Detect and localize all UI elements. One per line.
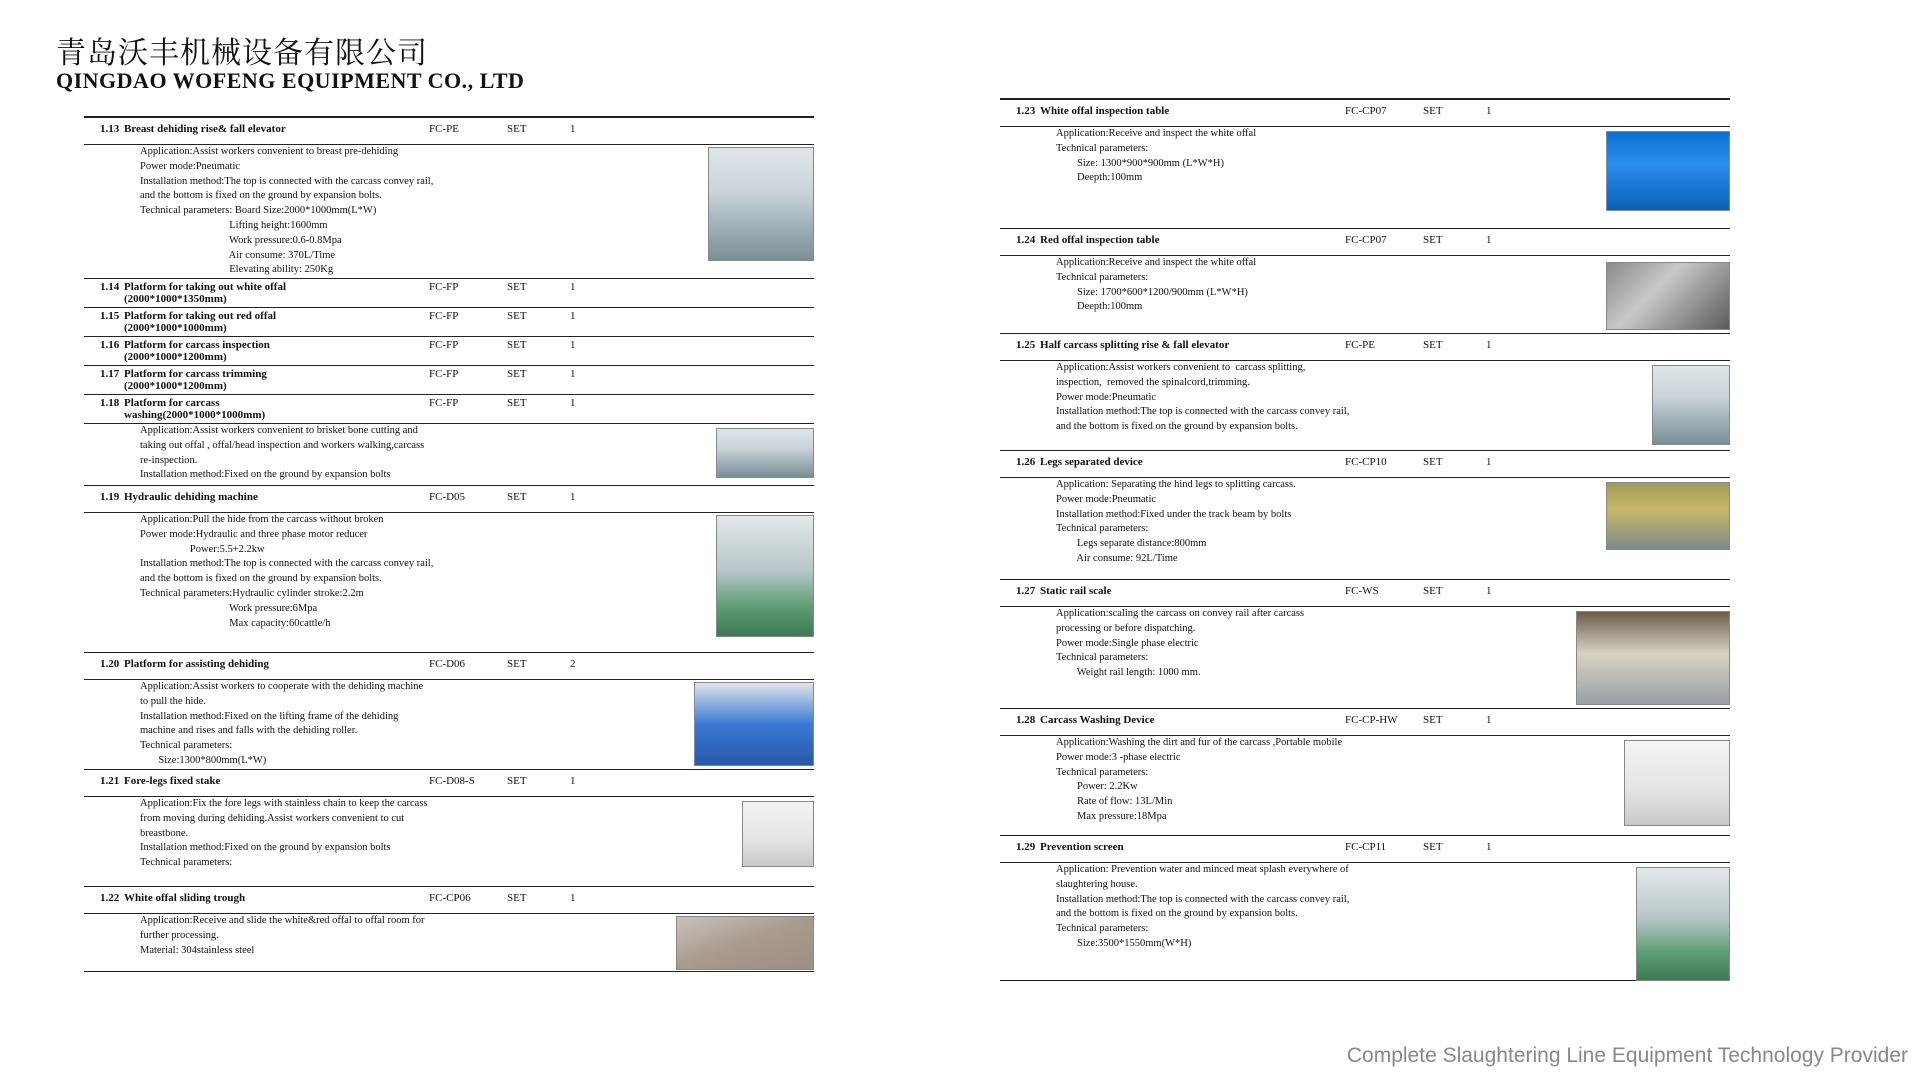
description-line: Work pressure:0.6-0.8Mpa <box>140 234 342 246</box>
item-code: FC-PE <box>429 123 459 135</box>
equipment-row-1-26 <box>1000 451 1730 478</box>
equipment-row-1-20 <box>84 653 814 680</box>
equipment-photo <box>1624 740 1730 826</box>
item-code: FC-D06 <box>429 658 466 670</box>
item-number: 1.28 <box>1016 714 1036 726</box>
equipment-row-1-27 <box>1000 580 1730 607</box>
item-description <box>1000 478 1730 580</box>
description-line: from moving during dehiding.Assist workers convenient to cut <box>140 812 405 824</box>
item-name-line: White offal sliding trough <box>124 892 246 904</box>
description-line: Technical parameters: <box>1056 766 1149 778</box>
description-line: Technical parameters: <box>1056 271 1149 283</box>
equipment-row-1-17 <box>84 366 814 395</box>
equipment-row-1-28 <box>1000 709 1730 736</box>
description-line: Application:Assist workers convenient to breast pre-dehiding <box>140 146 399 157</box>
item-code: FC-WS <box>1345 585 1379 597</box>
item-code: FC-CP11 <box>1345 841 1387 853</box>
item-name-line: (2000*1000*1000mm) <box>124 322 227 334</box>
item-name <box>124 491 429 503</box>
item-quantity: 1 <box>1486 339 1492 351</box>
description-line: Size:1300*800mm(L*W) <box>140 754 267 766</box>
description-line: Installation method:Fixed under the track beam by bolts <box>1056 508 1292 520</box>
description-line: Technical parameters:Hydraulic cylinder stroke:2.2m <box>140 587 364 599</box>
item-name-line: Half carcass splitting rise & fall elevator <box>1040 339 1230 351</box>
item-name-line: Platform for assisting dehiding <box>124 658 269 670</box>
item-code: FC-FP <box>429 339 459 351</box>
item-name <box>124 892 429 904</box>
equipment-row-1-25 <box>1000 334 1730 361</box>
item-number: 1.13 <box>100 123 120 135</box>
equipment-photo <box>716 515 814 637</box>
item-name <box>124 658 429 670</box>
item-quantity: 1 <box>1486 585 1492 597</box>
description-line: Size:3500*1550mm(W*H) <box>1056 937 1192 949</box>
item-description <box>84 145 814 279</box>
item-description <box>1000 127 1730 229</box>
item-number: 1.15 <box>100 310 120 322</box>
item-number: 1.24 <box>1016 234 1036 246</box>
item-quantity: 1 <box>570 339 576 351</box>
item-unit: SET <box>1423 339 1443 351</box>
equipment-photo <box>1652 365 1730 445</box>
description-line: Installation method:The top is connected with the carcass convey rail, <box>1056 406 1350 418</box>
description-line: Technical parameters: Board Size:2000*1000mm(L*W) <box>140 205 377 217</box>
description-line: re-inspection. <box>140 454 198 466</box>
item-code: FC-CP10 <box>1345 456 1387 468</box>
equipment-photo <box>1606 131 1730 211</box>
description-line: and the bottom is fixed on the ground by expansion bolts. <box>1056 421 1298 433</box>
equipment-row-1-18 <box>84 395 814 424</box>
item-unit: SET <box>507 658 527 670</box>
description-line: slaughtering house. <box>1056 878 1138 890</box>
item-name <box>1040 841 1345 853</box>
item-code: FC-CP07 <box>1345 105 1387 117</box>
description-line: Deepth:100mm <box>1056 301 1143 313</box>
item-quantity: 1 <box>570 397 576 409</box>
item-name <box>124 397 429 421</box>
description-line: Air consume: 92L/Time <box>1056 552 1178 564</box>
description-line: Installation method:Fixed on the ground by expansion bolts <box>140 842 391 854</box>
description-line: Deepth:100mm <box>1056 172 1143 184</box>
description-line: Technical parameters: <box>1056 142 1149 154</box>
item-unit: SET <box>507 397 527 409</box>
item-unit: SET <box>1423 714 1443 726</box>
description-line: further processing. <box>140 929 219 941</box>
item-quantity: 2 <box>570 658 576 670</box>
description-line: Size: 1300*900*900mm (L*W*H) <box>1056 157 1224 169</box>
equipment-photo <box>1636 867 1730 981</box>
equipment-photo <box>694 682 814 766</box>
item-quantity: 1 <box>1486 714 1492 726</box>
item-number: 1.29 <box>1016 841 1036 853</box>
description-line: Application:scaling the carcass on convey rail after carcass <box>1056 608 1305 619</box>
description-line: Rate of flow: 13L/Min <box>1056 796 1173 808</box>
item-description <box>84 424 814 486</box>
description-line: Application: Separating the hind legs to splitting carcass. <box>1056 479 1296 490</box>
item-unit: SET <box>507 491 527 503</box>
equipment-photo <box>716 428 814 478</box>
item-number: 1.22 <box>100 892 120 904</box>
item-description <box>1000 361 1730 451</box>
item-name-line: White offal inspection table <box>1040 105 1170 117</box>
item-code: FC-FP <box>429 281 459 293</box>
item-number: 1.20 <box>100 658 120 670</box>
item-quantity: 1 <box>1486 841 1492 853</box>
item-quantity: 1 <box>570 123 576 135</box>
description-line: Power mode:Pneumatic <box>1056 493 1157 505</box>
item-number: 1.16 <box>100 339 120 351</box>
item-code: FC-FP <box>429 310 459 322</box>
item-description <box>1000 256 1730 334</box>
equipment-row-1-16 <box>84 337 814 366</box>
item-name-line: Prevention screen <box>1040 841 1124 853</box>
description-line: Max pressure:18Mpa <box>1056 810 1167 822</box>
equipment-row-1-15 <box>84 308 814 337</box>
item-unit: SET <box>507 339 527 351</box>
item-code: FC-CP07 <box>1345 234 1387 246</box>
left-equipment-table <box>84 116 814 972</box>
item-name <box>124 123 429 135</box>
item-unit: SET <box>507 892 527 904</box>
footer-tagline: Complete Slaughtering Line Equipment Technology Provider <box>1346 1044 1908 1067</box>
item-code: FC-D05 <box>429 491 466 503</box>
description-line: Power mode:Single phase electric <box>1056 637 1199 649</box>
item-description <box>1000 736 1730 836</box>
item-number: 1.19 <box>100 491 120 503</box>
item-code: FC-D08-S <box>429 775 475 787</box>
item-code: FC-CP-HW <box>1345 714 1398 726</box>
description-line: Application:Receive and inspect the white offal <box>1056 128 1257 139</box>
item-name <box>124 310 429 334</box>
description-line: Installation method:Fixed on the lifting frame of the dehiding <box>140 710 399 722</box>
item-name <box>124 339 429 363</box>
description-line: Technical parameters: <box>1056 652 1149 664</box>
item-name <box>1040 339 1345 351</box>
item-name-line: Platform for taking out red offal <box>124 310 277 322</box>
equipment-row-1-21 <box>84 770 814 797</box>
item-name <box>1040 714 1345 726</box>
item-number: 1.27 <box>1016 585 1036 597</box>
description-line: Legs separate distance:800mm <box>1056 538 1207 550</box>
description-line: and the bottom is fixed on the ground by expansion bolts. <box>140 573 382 585</box>
item-name-line: Platform for carcass trimming <box>124 368 267 380</box>
description-line: Installation method:Fixed on the ground by expansion bolts <box>140 469 391 481</box>
description-line: Power: 2.2Kw <box>1056 781 1138 793</box>
item-quantity: 1 <box>1486 456 1492 468</box>
item-unit: SET <box>507 775 527 787</box>
item-number: 1.25 <box>1016 339 1036 351</box>
item-name-line: Carcass Washing Device <box>1040 714 1155 726</box>
item-name-line: Hydraulic dehiding machine <box>124 491 258 503</box>
description-line: Application:Receive and slide the white&red offal to offal room for <box>140 915 425 926</box>
description-line: Technical parameters: <box>140 857 233 869</box>
item-name <box>1040 105 1345 117</box>
description-line: Elevating ability: 250Kg <box>140 264 334 276</box>
item-quantity: 1 <box>570 775 576 787</box>
item-name-line: Static rail scale <box>1040 585 1112 597</box>
equipment-photo <box>1606 262 1730 330</box>
description-line: breastbone. <box>140 827 189 839</box>
item-name-line: Fore-legs fixed stake <box>124 775 221 787</box>
item-description <box>84 797 814 887</box>
item-number: 1.21 <box>100 775 120 787</box>
item-number: 1.14 <box>100 281 120 293</box>
item-quantity: 1 <box>570 491 576 503</box>
item-description <box>1000 863 1730 981</box>
description-line: processing or before dispatching. <box>1056 622 1196 634</box>
item-name-line: Platform for taking out white offal <box>124 281 287 293</box>
description-line: taking out offal , offal/head inspection and workers walking,carcass <box>140 439 425 451</box>
description-line: Size: 1700*600*1200/900mm (L*W*H) <box>1056 286 1248 298</box>
equipment-row-1-13 <box>84 118 814 145</box>
description-line: machine and rises and falls with the dehiding roller. <box>140 725 358 737</box>
item-name <box>1040 456 1345 468</box>
description-line: Weight rail length: 1000 mm. <box>1056 667 1201 679</box>
item-number: 1.17 <box>100 368 120 380</box>
item-name-line: (2000*1000*1350mm) <box>124 293 227 305</box>
item-name-line: Red offal inspection table <box>1040 234 1160 246</box>
item-name <box>124 368 429 392</box>
equipment-row-1-29 <box>1000 836 1730 863</box>
equipment-row-1-23 <box>1000 100 1730 127</box>
description-line: Installation method:The top is connected with the carcass convey rail, <box>140 558 434 570</box>
equipment-photo <box>1606 482 1730 550</box>
item-name-line: (2000*1000*1200mm) <box>124 380 227 392</box>
description-line: Max capacity:60cattle/h <box>140 617 331 629</box>
description-line: Installation method:The top is connected with the carcass convey rail, <box>140 175 434 187</box>
item-name-line: Breast dehiding rise& fall elevator <box>124 123 286 135</box>
description-line: and the bottom is fixed on the ground by expansion bolts. <box>140 190 382 202</box>
description-line: Installation method:The top is connected with the carcass convey rail, <box>1056 893 1350 905</box>
description-line: Lifting height:1600mm <box>140 219 328 231</box>
item-code: FC-FP <box>429 397 459 409</box>
item-name <box>1040 585 1345 597</box>
description-line: Power mode:3 -phase electric <box>1056 751 1181 763</box>
item-name <box>1040 234 1345 246</box>
equipment-row-1-22 <box>84 887 814 914</box>
description-line: Technical parameters: <box>140 740 233 752</box>
item-number: 1.18 <box>100 397 120 409</box>
item-description <box>84 914 814 972</box>
description-line: Application: Prevention water and minced meat splash everywhere of <box>1056 864 1349 875</box>
item-description <box>84 680 814 770</box>
item-quantity: 1 <box>1486 234 1492 246</box>
equipment-photo <box>1576 611 1730 705</box>
equipment-row-1-24 <box>1000 229 1730 256</box>
item-unit: SET <box>1423 105 1443 117</box>
item-name <box>124 775 429 787</box>
item-number: 1.23 <box>1016 105 1036 117</box>
description-line: Material: 304stainless steel <box>140 944 255 956</box>
description-line: Application:Assist workers convenient to brisket bone cutting and <box>140 425 418 436</box>
description-line: Work pressure:6Mpa <box>140 602 318 614</box>
equipment-row-1-19 <box>84 486 814 513</box>
description-line: Power:5.5+2.2kw <box>140 543 265 555</box>
item-quantity: 1 <box>570 310 576 322</box>
description-line: Application:Receive and inspect the white offal <box>1056 257 1257 268</box>
item-code: FC-CP06 <box>429 892 471 904</box>
item-unit: SET <box>507 281 527 293</box>
description-line: Power mode:Hydraulic and three phase motor reducer <box>140 528 368 540</box>
item-code: FC-PE <box>1345 339 1375 351</box>
item-unit: SET <box>507 123 527 135</box>
equipment-row-1-14 <box>84 279 814 308</box>
item-name-line: Legs separated device <box>1040 456 1143 468</box>
item-unit: SET <box>1423 585 1443 597</box>
description-line: Application:Fix the fore legs with stainless chain to keep the carcass <box>140 798 428 809</box>
item-description <box>1000 607 1730 709</box>
item-unit: SET <box>1423 234 1443 246</box>
item-unit: SET <box>507 368 527 380</box>
item-name-line: Platform for carcass inspection <box>124 339 270 351</box>
equipment-photo <box>708 147 814 261</box>
description-line: Power mode:Pneumatic <box>140 160 241 172</box>
description-line: and the bottom is fixed on the ground by expansion bolts. <box>1056 908 1298 920</box>
description-line: inspection, removed the spinalcord,trimming. <box>1056 376 1250 388</box>
description-line: Air consume: 370L/Time <box>140 249 336 261</box>
item-unit: SET <box>1423 456 1443 468</box>
description-line: Application:Washing the dirt and fur of the carcass ,Portable mobile <box>1056 737 1343 748</box>
description-line: Application:Assist workers convenient to carcass splitting, <box>1056 362 1306 373</box>
company-name-chinese: 青岛沃丰机械设备有限公司 <box>56 36 428 71</box>
right-equipment-table <box>1000 98 1730 981</box>
item-code: FC-FP <box>429 368 459 380</box>
description-line: to pull the hide. <box>140 695 206 707</box>
item-quantity: 1 <box>570 281 576 293</box>
item-number: 1.26 <box>1016 456 1036 468</box>
item-name-line: washing(2000*1000*1000mm) <box>124 409 266 421</box>
item-quantity: 1 <box>1486 105 1492 117</box>
item-name-line: (2000*1000*1200mm) <box>124 351 227 363</box>
item-quantity: 1 <box>570 892 576 904</box>
description-line: Power mode:Pneumatic <box>1056 391 1157 403</box>
item-quantity: 1 <box>570 368 576 380</box>
equipment-photo <box>742 801 814 867</box>
item-unit: SET <box>1423 841 1443 853</box>
equipment-photo <box>676 916 814 970</box>
description-line: Technical parameters: <box>1056 523 1149 535</box>
item-unit: SET <box>507 310 527 322</box>
item-description <box>84 513 814 653</box>
company-name-english: QINGDAO WOFENG EQUIPMENT CO., LTD <box>56 68 525 93</box>
item-name <box>124 281 429 305</box>
description-line: Application:Assist workers to cooperate with the dehiding machine <box>140 681 424 692</box>
description-line: Application:Pull the hide from the carcass without broken <box>140 514 384 525</box>
description-line: Technical parameters: <box>1056 923 1149 935</box>
item-name-line: Platform for carcass <box>124 397 220 409</box>
